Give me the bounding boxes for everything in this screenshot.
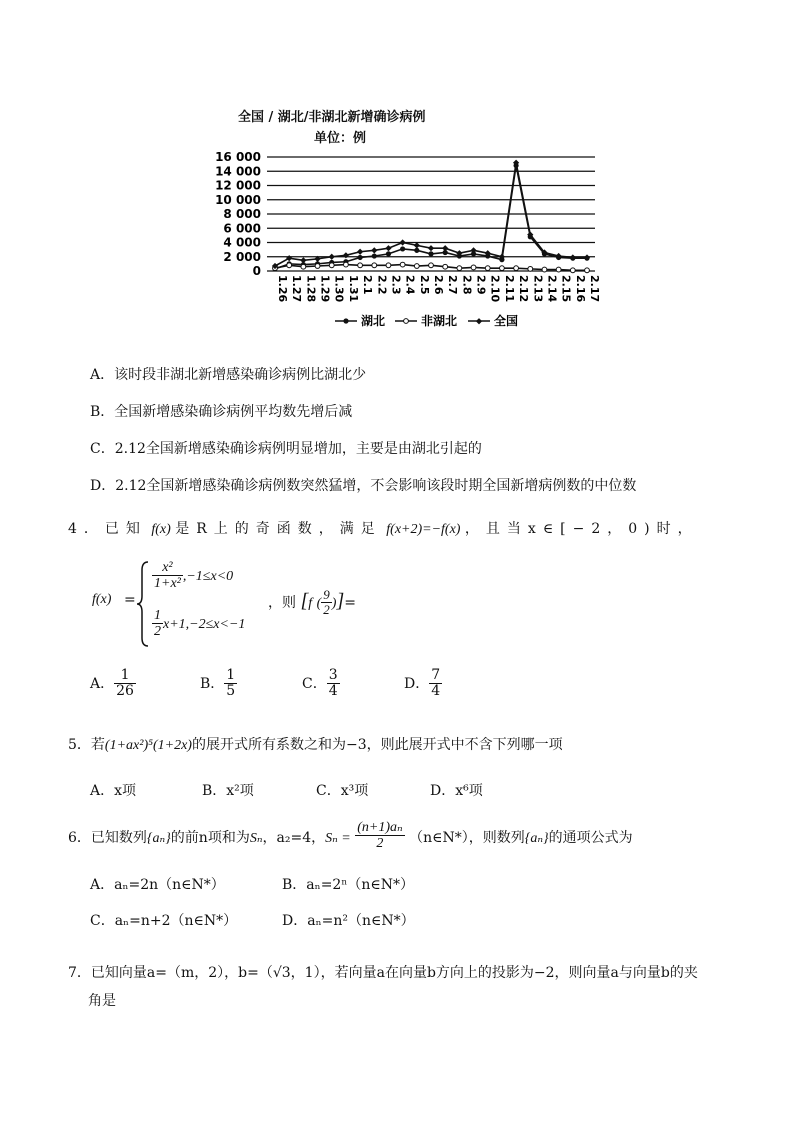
x-tick-label: 2.10 [488, 275, 502, 303]
q4-ask-text: ，则 [268, 594, 296, 611]
piece1-num: x² [152, 560, 183, 576]
y-tick-label: 8 000 [223, 207, 261, 221]
data-point [442, 245, 448, 251]
data-point [428, 251, 433, 256]
y-tick-label: 0 [252, 264, 261, 278]
data-point [301, 264, 306, 269]
y-tick-label: 6 000 [223, 221, 261, 236]
inner-den: 2 [323, 602, 330, 618]
opt-den: 26 [116, 683, 134, 700]
chart-title: 全国 / 湖北/非湖北新增确诊病例 [238, 110, 426, 125]
data-point [414, 242, 420, 248]
data-point [414, 248, 419, 253]
q6-prefix: 6．已知数列 [68, 829, 147, 846]
piece1-cond: ,−1≤x<0 [182, 568, 234, 584]
line-chart [200, 140, 620, 340]
q6-option-a: A．aₙ=2n（n∈N*） [90, 877, 225, 893]
q5-option-b: B．x²项 [202, 783, 254, 799]
opt-num: 7 [431, 667, 441, 683]
q4-prefix: 4．已知 [68, 521, 147, 537]
opt-label: D． [404, 675, 430, 692]
data-point [343, 252, 349, 258]
data-point [400, 262, 405, 267]
data-point [471, 265, 476, 270]
inner-num: 9 [323, 587, 330, 602]
data-point [386, 263, 391, 268]
x-tick-label: 2.5 [417, 275, 431, 295]
legend-marker [476, 318, 482, 324]
q5-expr: (1+ax²)⁵(1+2x) [104, 738, 192, 753]
data-point [443, 264, 448, 269]
data-point [570, 254, 576, 260]
piece1-den: 1+x² [154, 576, 181, 592]
legend-marker [404, 319, 409, 324]
x-tick-label: 2.13 [531, 275, 545, 303]
x-tick-label: 1.31 [346, 275, 360, 303]
x-tick-label: 2.2 [375, 275, 389, 295]
data-point [528, 266, 533, 271]
q6-a2: ，a₂=4， [262, 829, 326, 846]
opt-den: 5 [226, 683, 236, 700]
q6-frac-den: 2 [376, 836, 384, 852]
q6-mid: 的前n项和为 [170, 829, 250, 846]
q5-stem [68, 734, 563, 754]
q4-ask: ，则 [f ( $\frac{9}{2}$ )]= [268, 587, 356, 618]
data-point [372, 263, 377, 268]
q4-option-b [200, 668, 237, 700]
q6-option-b: B．aₙ=2ⁿ（n∈N*） [282, 877, 415, 893]
x-tick-label: 2.3 [389, 275, 403, 295]
x-tick-label: 2.11 [502, 275, 516, 303]
data-point [372, 253, 377, 258]
q5-option-c: C．x³项 [316, 783, 369, 799]
x-tick-label: 1.28 [304, 275, 318, 303]
q4-option-d [404, 668, 442, 700]
x-tick-label: 1.27 [290, 275, 304, 303]
opt-num: 1 [114, 668, 136, 684]
data-point [357, 249, 363, 255]
data-point [542, 267, 547, 272]
piece2-den: 2 [154, 624, 161, 640]
x-tick-label: 1.26 [276, 275, 289, 303]
data-point [585, 268, 590, 273]
data-point [315, 264, 320, 269]
data-point [400, 246, 405, 251]
q4-stem [68, 518, 728, 538]
legend-label: 全国 [494, 314, 519, 328]
data-point [386, 251, 391, 256]
opt-label: C． [302, 675, 327, 692]
x-tick-label: 2.12 [517, 275, 531, 303]
q4-mid: 是R上的奇函数，满足 [175, 521, 382, 537]
data-point [329, 254, 335, 260]
piece2-cond: x+1,−2≤x<−1 [163, 616, 246, 632]
q6-frac-num: (n+1)aₙ [357, 820, 403, 835]
q4-suffix: ，且当x∈[−2，0)时， [464, 521, 699, 537]
opt-den: 4 [431, 683, 441, 700]
data-point [556, 267, 561, 272]
data-point [329, 263, 334, 268]
data-point [584, 254, 590, 260]
x-tick-label: 2.7 [446, 275, 460, 295]
chart-unit: 单位：例 [314, 131, 367, 146]
q5-suffix: 的展开式所有系数之和为−3，则此展开式中不含下列哪一项 [191, 737, 563, 753]
data-point [514, 266, 519, 271]
legend-label: 湖北 [361, 314, 386, 328]
y-tick-label: 4 000 [223, 235, 261, 250]
x-tick-label: 2.14 [545, 275, 559, 303]
data-point [300, 257, 306, 263]
q4-option-a [90, 668, 136, 700]
piece2-num: 1 [154, 608, 161, 623]
q7-line2: 角是 [88, 993, 116, 1009]
y-tick-label: 14 000 [215, 164, 261, 179]
x-tick-label: 2.15 [559, 275, 573, 303]
data-point [385, 245, 391, 251]
opt-label: A． [90, 675, 115, 692]
opt-den: 4 [328, 683, 338, 700]
data-point [287, 263, 292, 268]
opt-num: 3 [328, 667, 338, 683]
data-point [344, 262, 349, 267]
q6-seq: {aₙ} [146, 830, 171, 846]
q6-option-c: C．aₙ=n+2（n∈N*） [90, 913, 238, 929]
opt-num: 1 [226, 667, 236, 683]
piece-2 [152, 608, 245, 640]
data-point [429, 263, 434, 268]
x-tick-label: 2.17 [588, 275, 601, 303]
x-tick-label: 1.29 [318, 275, 332, 303]
legend-marker [343, 318, 348, 323]
x-tick-label: 2.6 [432, 275, 445, 295]
data-point [286, 255, 292, 261]
data-point [371, 247, 377, 253]
x-tick-label: 2.16 [573, 275, 587, 303]
y-tick-label: 10 000 [215, 192, 261, 207]
opt-label: B． [200, 675, 225, 692]
y-tick-label: 12 000 [215, 178, 261, 193]
piece-1 [152, 560, 233, 592]
q7-line1: 7．已知向量a=（m，2），b=（√3，1），若向量a在向量b方向上的投影为−2，则向量a与向量b的夹 [68, 965, 698, 981]
data-point [457, 266, 462, 271]
q3-option-c: C．2.12全国新增感染确诊病例明显增加，主要是由湖北引起的 [90, 441, 482, 457]
q3-option-d: D．2.12全国新增感染确诊病例数突然猛增，不会影响该段时期全国新增病例数的中位数 [90, 478, 637, 494]
q5-option-d: D．x⁶项 [430, 783, 483, 799]
data-point [485, 266, 490, 271]
data-point [570, 268, 575, 273]
y-tick-label: 2 000 [223, 249, 261, 264]
x-tick-label: 2.1 [361, 275, 375, 295]
legend-label: 非湖北 [421, 314, 458, 328]
data-point [428, 245, 434, 251]
q6-option-d: D．aₙ=n²（n∈N*） [282, 913, 415, 929]
data-point [400, 239, 406, 245]
data-point [357, 255, 362, 260]
equals-sign: = [124, 592, 136, 608]
q6-end: 的通项公式为 [548, 829, 633, 846]
q3-option-b: B．全国新增感染确诊病例平均数先增后减 [90, 404, 353, 420]
q5-prefix: 5．若 [68, 737, 105, 753]
y-tick-label: 16 000 [215, 150, 261, 164]
q6-sn: Sₙ [249, 830, 263, 846]
data-point [358, 263, 363, 268]
q4-fx: f(x) [151, 522, 171, 537]
q3-option-a: A．该时段非湖北新增感染确诊病例比湖北少 [90, 367, 367, 383]
data-point [414, 264, 419, 269]
q6-sn-eq: Sₙ = [325, 830, 351, 846]
q6-seq-2: {aₙ} [524, 830, 549, 846]
q4-eq: f(x+2)=−f(x) [386, 522, 461, 537]
x-tick-label: 2.4 [403, 275, 417, 295]
x-tick-label: 2.8 [460, 275, 474, 295]
q6-stem [68, 822, 633, 854]
q4-option-c [302, 668, 340, 700]
data-point [500, 266, 505, 271]
x-tick-label: 1.30 [332, 275, 346, 303]
brace-icon [136, 560, 150, 648]
x-tick-label: 2.9 [474, 275, 488, 295]
q4-fx-def: f(x) [92, 592, 112, 607]
q6-cond: （n∈N*），则数列 [409, 829, 525, 846]
q5-option-a: A．x项 [90, 783, 137, 799]
